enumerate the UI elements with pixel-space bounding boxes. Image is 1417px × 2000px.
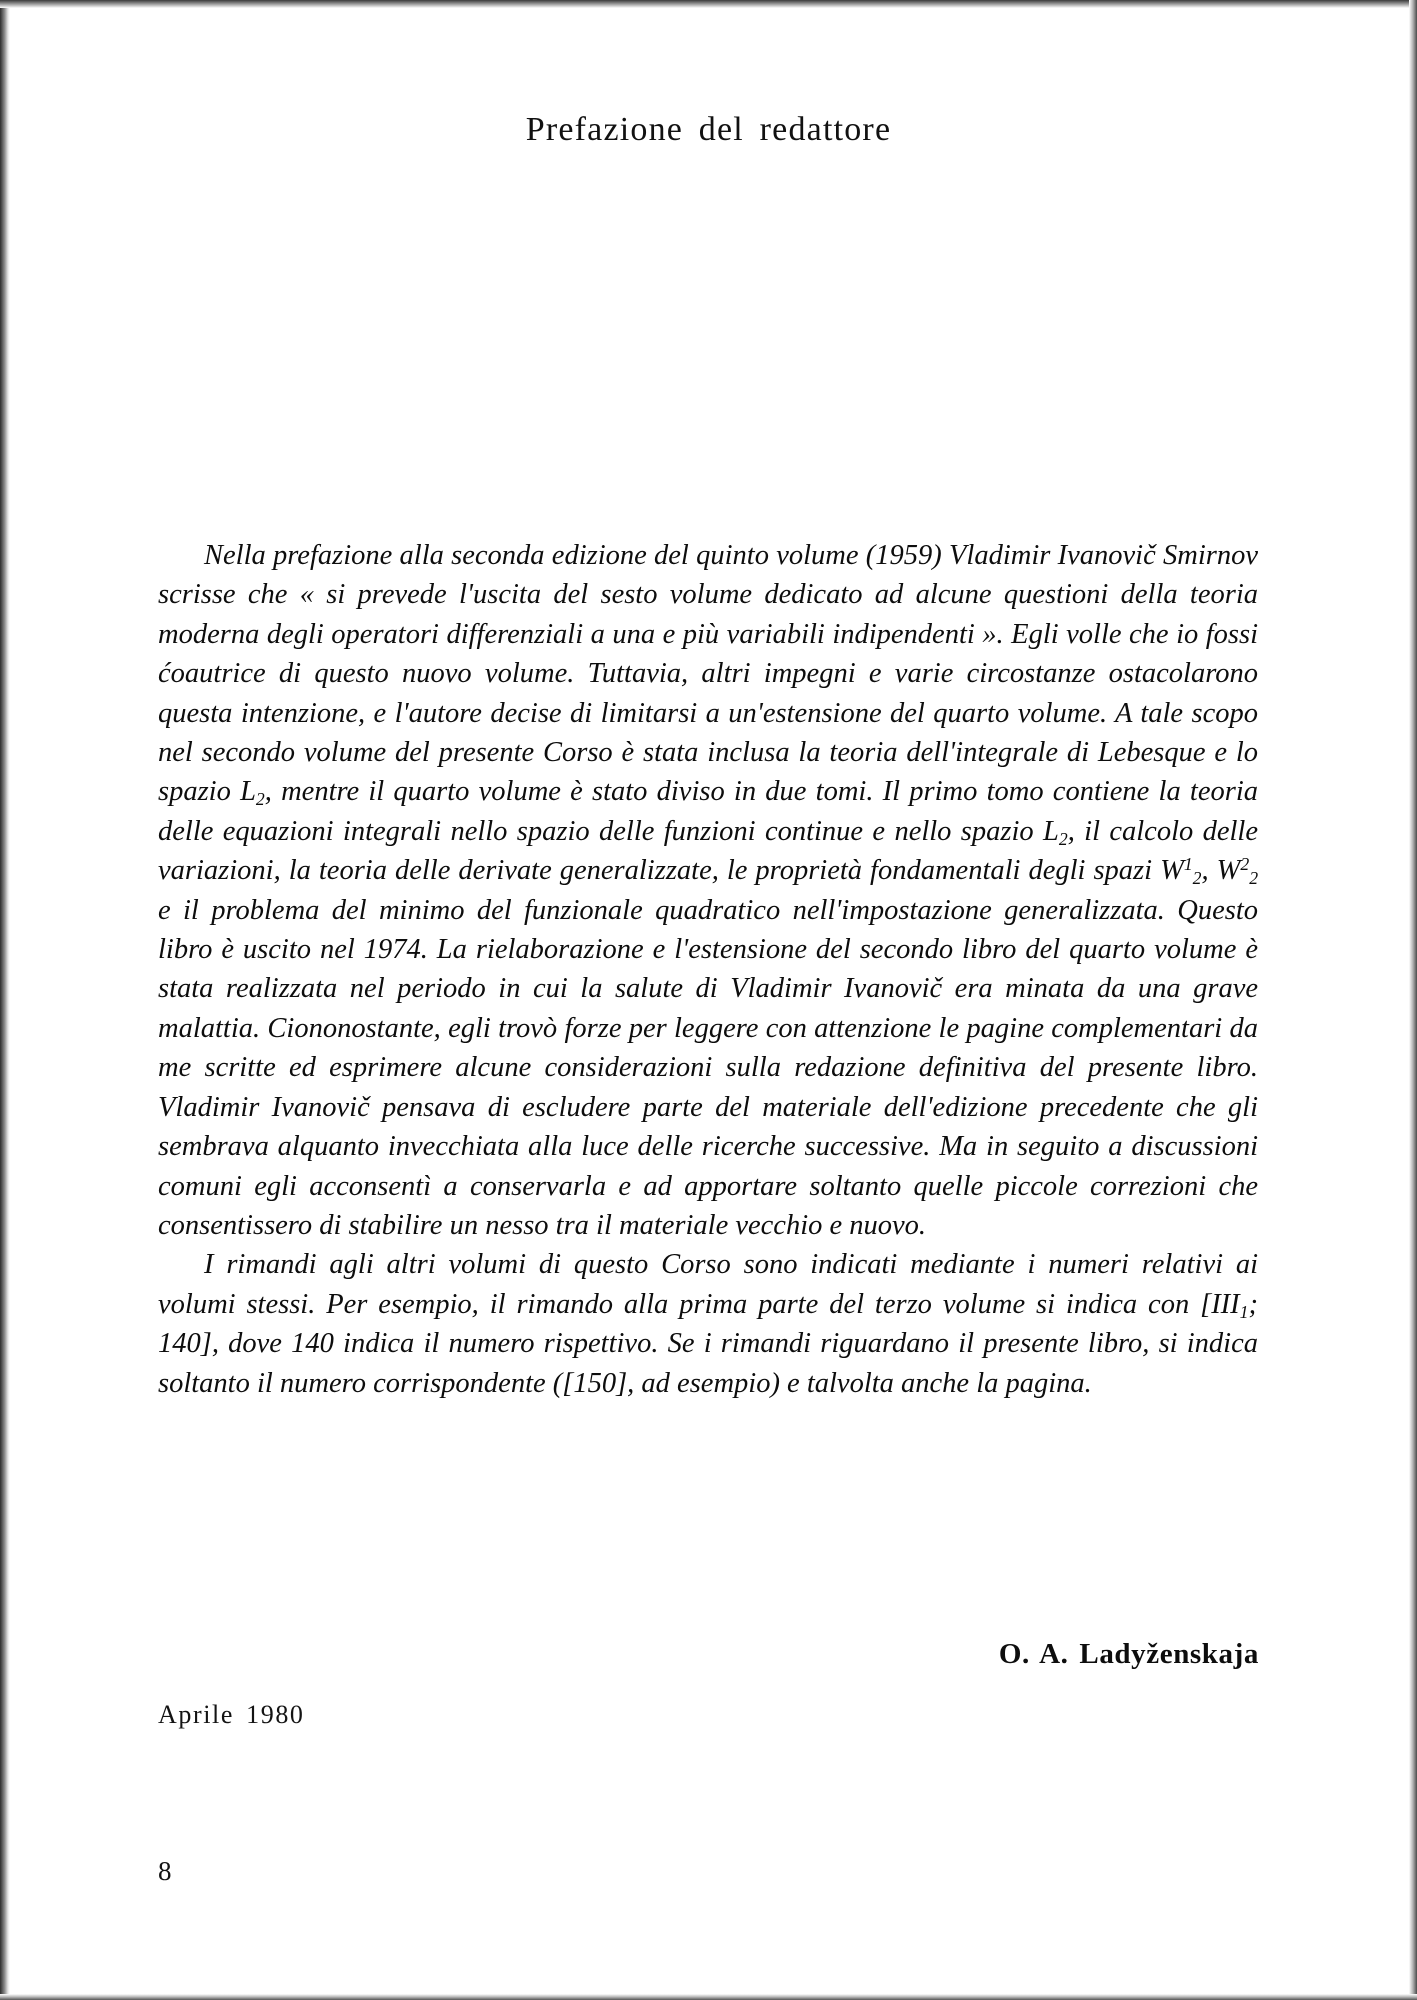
paragraph-2: [158, 1245, 1258, 1403]
math-subscript: 1: [1239, 1301, 1249, 1322]
para1-segment-3: , mentre il quarto volume è stato diviso in due tomi. Il primo tomo contiene la teoria delle equazioni integrali nello spazio delle funzioni continue e nello spazio: [158, 776, 1258, 847]
math-subscript: 2: [1058, 828, 1068, 849]
math-symbol-L2-second: [1043, 816, 1068, 847]
date-line: Aprile 1980: [158, 1700, 305, 1729]
page-title: Prefazione del redattore: [525, 110, 892, 148]
math-symbol-L2-first: [240, 776, 265, 810]
math-symbol-W2-2: [1216, 854, 1259, 889]
math-base: L: [240, 776, 256, 808]
math-symbol-III1: [1211, 1289, 1248, 1320]
para1-segment-9: e il problema del minimo del funzionale quadratico nell'impostazione generalizzata. Questo libro è uscito nel 1974. La rielaborazione e l'estensione del secondo libro del quarto volume è stata realizzata nel periodo in cui la salute di Vladimir Ivanovič era minata da una grave malattia. Ciononostante, egli trovò forze per leggere con attenzione le pagine complementari da me scritte ed esprimere alcune considerazioni sulla redazione definitiva del presente libro. Vladimir Ivanovič pensava di escludere parte del materiale dell'edizione precedente che gli sembrava alquanto invecchiata alla luce delle ricerche successive. Ma in seguito a discussioni comuni egli acconsentì a conservarla e ad apportare soltanto quelle piccole correzioni che consentissero di stabilire un nesso tra il materiale vecchio e nuovo.: [158, 894, 1258, 1241]
para1-segment-7: ,: [1201, 855, 1217, 887]
math-superscript: 1: [1183, 854, 1193, 875]
para2-segment-1: I rimandi agli altri volumi di questo Corso sono indicati mediante i numeri relativi ai volumi stessi. Per esempio, il rimando alla prima parte del terzo volume si indica con [: [158, 1249, 1258, 1320]
author-signature: O. A. Ladyženskaja: [998, 1638, 1259, 1670]
math-subscript: 2: [1249, 868, 1259, 889]
para2-segment-3: ; 140], dove 140 indica il numero rispettivo. Se i rimandi riguardano il presente libro, si indica soltanto il numero corrispondente ([150], ad esempio) e talvolta anche la pagina.: [158, 1288, 1258, 1399]
body-text-block: [158, 536, 1258, 1403]
math-symbol-W2-1: [1160, 854, 1202, 889]
math-subscript: 2: [1192, 868, 1202, 889]
para1-segment-5: , il calcolo delle variazioni, la teoria delle derivate generalizzate, le proprietà fondamentali degli spazi: [158, 815, 1258, 887]
math-subscript: 2: [255, 789, 265, 810]
page-number: 8: [158, 1856, 172, 1886]
para1-segment-1: Nella prefazione alla seconda edizione del quinto volume (1959) Vladimir Ivanovič Smirnov scrisse che « si prevede l'uscita del sesto volume dedicato ad alcune questioni della teoria moderna degli operatori differenziali a una e più variabili indipendenti ». Egli volle che io fossi ćoautrice di questo nuovo volume. Tuttavia, altri impegni e varie circostanze ostacolarono questa intenzione, e l'autore decise di limitarsi a un'estensione del quarto volume. A tale scopo nel secondo volume del presente Corso è stata inclusa la teoria dell'integrale di Lebesque e lo spazio: [158, 540, 1258, 808]
math-base: W: [1160, 855, 1184, 887]
math-base: L: [1043, 815, 1059, 847]
paragraph-1: [158, 536, 1258, 1245]
math-superscript: 2: [1240, 854, 1250, 875]
math-base: W: [1216, 855, 1241, 887]
math-base: III: [1211, 1288, 1240, 1320]
